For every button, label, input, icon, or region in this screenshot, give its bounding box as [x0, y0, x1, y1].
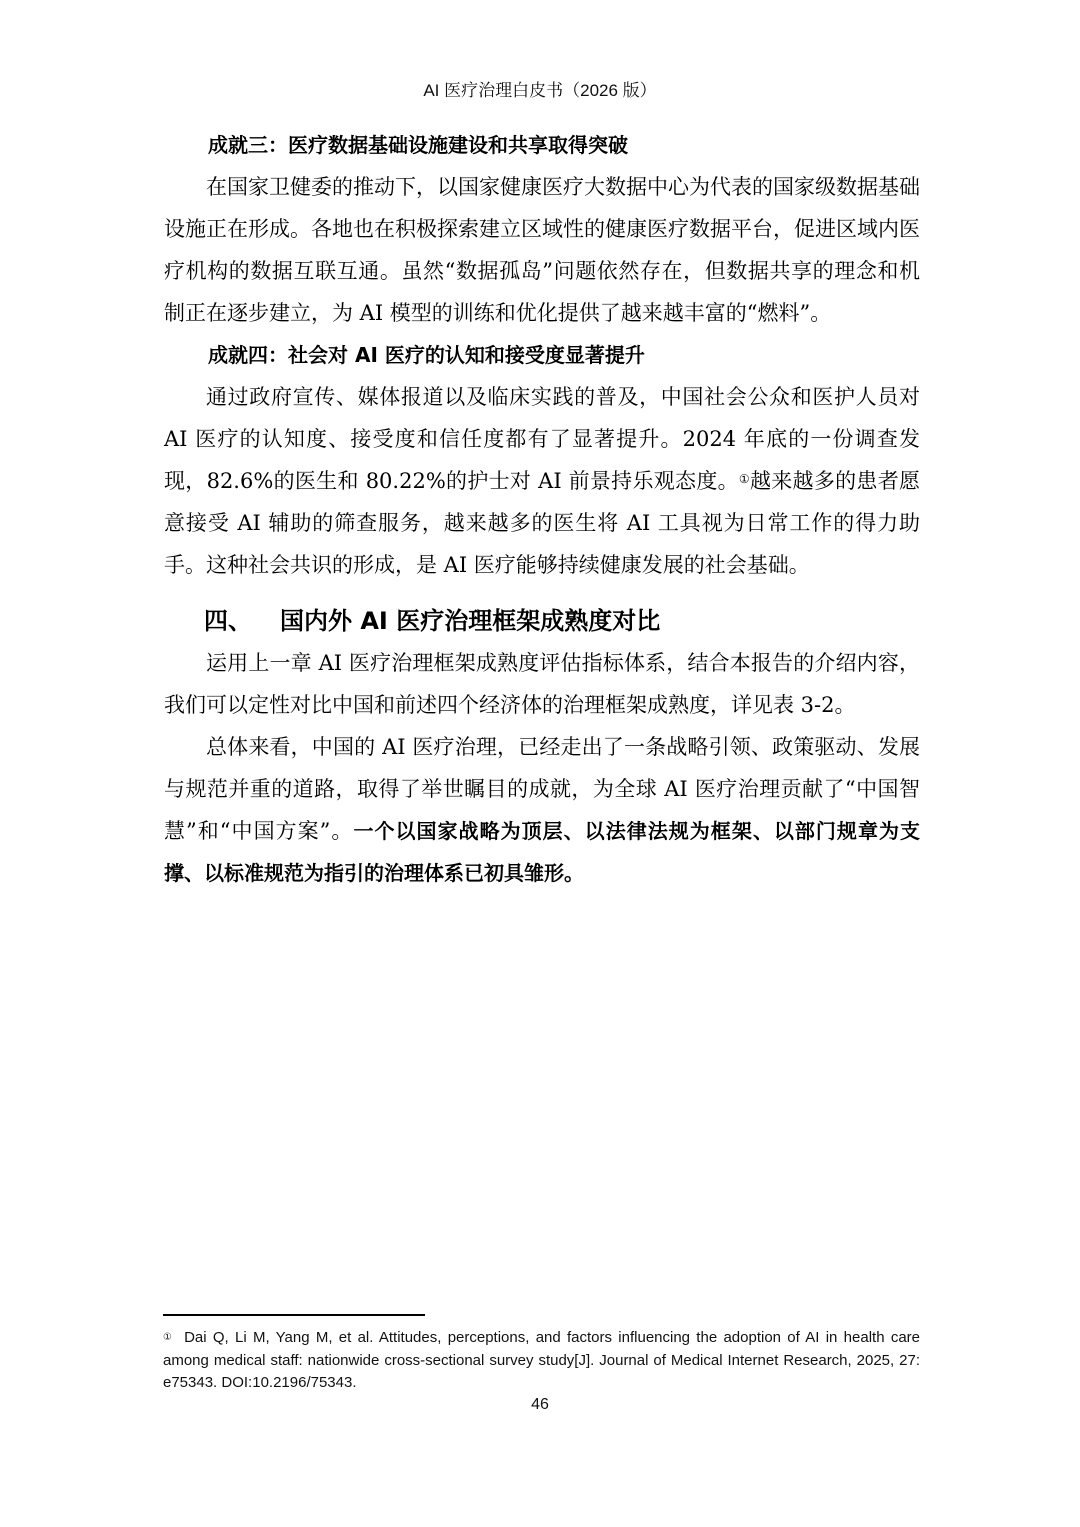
footnote-mark: ①	[163, 1332, 175, 1343]
section-4-paragraph-2-text: 总体来看，中国的 AI 医疗治理，已经走出了一条战略引领、政策驱动、发展与规范并重的道路，取得了举世瞩目的成就，为全球 AI 医疗治理贡献了“中国智慧”和“中国方案”。	[164, 735, 920, 843]
achievement-3-paragraph: 在国家卫健委的推动下，以国家健康医疗大数据中心为代表的国家级数据基础设施正在形成。各地也在积极探索建立区域性的健康医疗数据平台，促进区域内医疗机构的数据互联互通。虽然“数据孤岛”问题依然存在，但数据共享的理念和机制正在逐步建立，为 AI 模型的训练和优化提供了越来越丰富的“燃料”。	[164, 175, 920, 325]
footnote-divider	[163, 1314, 425, 1316]
section-4-paragraph-2-emphasis: 一个以国家战略为顶层、以法律法规为框架、以部门规章为支撑、以标准规范为指引的治理体系已初具雏形。	[164, 819, 921, 885]
page-header-title: AI 医疗治理白皮书（2026 版）	[423, 81, 657, 100]
achievement-3-title: 成就三：医疗数据基础设施建设和共享取得突破	[208, 133, 628, 157]
footnote	[163, 1327, 920, 1395]
achievement-4-text-part1: 通过政府宣传、媒体报道以及临床实践的普及，中国社会公众和医护人员对 AI 医疗的认知度、接受度和信任度都有了显著提升。2024 年底的一份调查发现，82.6%的医生和 80.22%的护士对 AI 前景持乐观态度。	[164, 385, 920, 493]
page-number: 46	[531, 1396, 549, 1413]
section-4-heading	[164, 600, 920, 642]
section-4-title: 国内外 AI 医疗治理框架成熟度对比	[280, 607, 661, 635]
achievement-4-paragraph	[164, 376, 920, 586]
achievement-4-title: 成就四：社会对 AI 医疗的认知和接受度显著提升	[208, 343, 645, 367]
section-4-paragraph-2	[164, 726, 920, 894]
footnote-text: Dai Q, Li M, Yang M, et al. Attitudes, perceptions, and factors influencing the adoption of AI in health care among medical staff: nationwide cross-sectional survey study[J]. Journal of Medical Internet Research, 2025, 27: e75343. DOI:10.2196/75343.	[163, 1329, 920, 1391]
section-4-number: 四、	[204, 607, 252, 635]
section-4-paragraph-1: 运用上一章 AI 医疗治理框架成熟度评估指标体系，结合本报告的介绍内容，我们可以定性对比中国和前述四个经济体的治理框架成熟度，详见表 3-2。	[164, 651, 920, 717]
footnote-reference[interactable]: ①	[738, 472, 750, 486]
achievement-4-text-part2: 越来越多的患者愿意接受 AI 辅助的筛查服务，越来越多的医生将 AI 工具视为日常工作的得力助手。这种社会共识的形成，是 AI 医疗能够持续健康发展的社会基础。	[164, 469, 920, 577]
main-content	[164, 124, 920, 894]
